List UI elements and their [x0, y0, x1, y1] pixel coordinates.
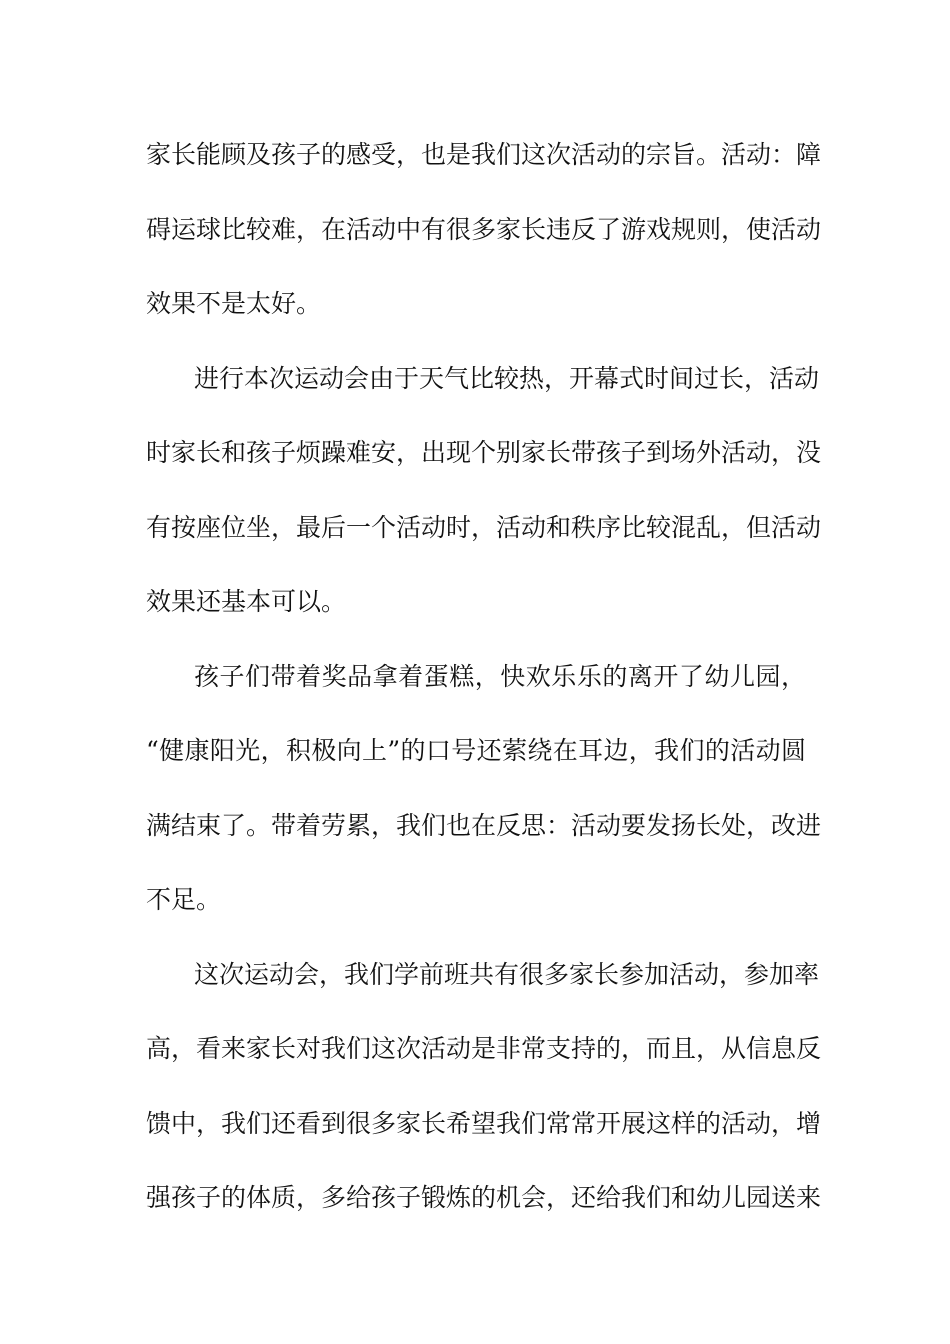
text-line: 效果不是太好。 — [146, 289, 322, 318]
paragraph-4 — [146, 938, 822, 1236]
text-line: 强孩子的体质，多给孩子锻炼的机会，还给我们和幼儿园送来 — [146, 1183, 822, 1212]
text-line: 家长能顾及孩子的感受，也是我们这次活动的宗旨。活动：障 — [146, 140, 822, 169]
text-line: “健康阳光，积极向上”的口号还萦绕在耳边，我们的活动圆 — [146, 736, 806, 765]
document-body — [146, 118, 822, 1236]
paragraph-1 — [146, 118, 822, 342]
paragraph-3 — [146, 640, 822, 938]
text-line: 孩子们带着奖品拿着蛋糕，快欢乐乐的离开了幼儿园， — [194, 661, 806, 691]
text-line: 满结束了。带着劳累，我们也在反思：活动要发扬长处，改进 — [146, 810, 822, 840]
text-line: 不足。 — [146, 885, 222, 914]
text-line: 时家长和孩子烦躁难安，出现个别家长带孩子到场外活动，没 — [146, 438, 822, 467]
text-line: 进行本次运动会由于天气比较热，开幕式时间过长，活动 — [194, 363, 820, 393]
text-line: 碍运球比较难，在活动中有很多家长违反了游戏规则，使活动 — [146, 214, 822, 244]
text-line: 这次运动会，我们学前班共有很多家长参加活动，参加率 — [194, 959, 820, 989]
text-line: 馈中，我们还看到很多家长希望我们常常开展这样的活动，增 — [146, 1108, 822, 1138]
text-line: 效果还基本可以。 — [146, 587, 347, 616]
text-line: 有按座位坐，最后一个活动时，活动和秩序比较混乱，但活动 — [146, 512, 822, 542]
text-line: 高，看来家长对我们这次活动是非常支持的，而且，从信息反 — [146, 1034, 822, 1063]
paragraph-2 — [146, 342, 822, 640]
